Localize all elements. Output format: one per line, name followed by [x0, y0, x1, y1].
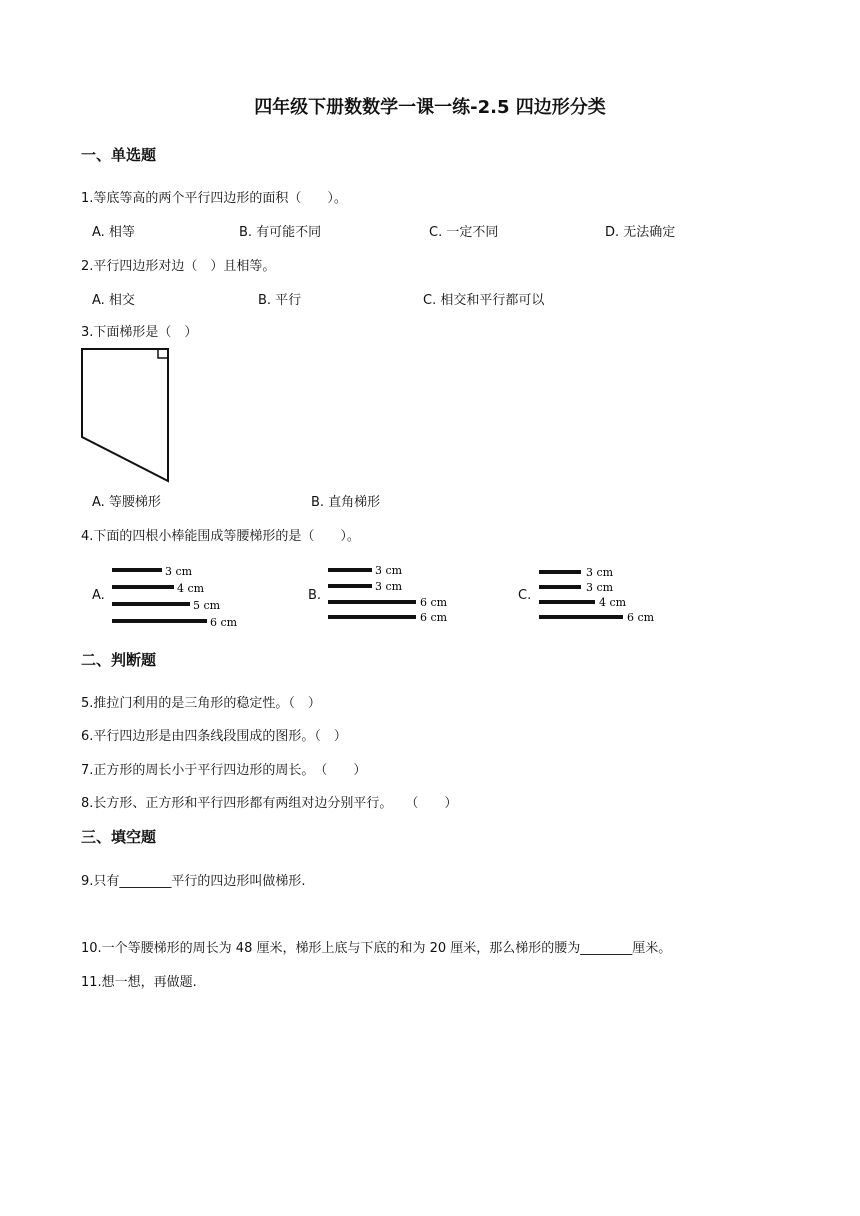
stick-label: 4 cm [599, 596, 627, 609]
stick-label: 4 cm [177, 582, 205, 595]
stick-label: 3 cm [375, 580, 403, 593]
stick-label: 3 cm [586, 581, 614, 594]
stick-label: 6 cm [420, 611, 448, 624]
q4-sticks-a [108, 560, 248, 630]
q1-option-d[interactable]: D. 无法确定 [605, 225, 676, 240]
page-title: 四年级下册数数学一课一练-2.5 四边形分类 [254, 97, 606, 118]
q3-option-a[interactable]: A. 等腰梯形 [92, 495, 161, 510]
q4-sticks-b [324, 560, 464, 630]
question-8: 8.长方形、正方形和平行四形都有两组对边分别平行。 （ ） [81, 796, 458, 811]
question-3-stem: 3.下面梯形是（ ） [81, 325, 198, 340]
stick-label: 3 cm [586, 566, 614, 579]
section-heading-fill-blank: 三、填空题 [81, 828, 157, 846]
question-2-stem: 2.平行四边形对边（ ）且相等。 [81, 259, 276, 274]
section-heading-single-choice: 一、单选题 [81, 146, 157, 164]
q1-option-a[interactable]: A. 相等 [92, 225, 135, 240]
q2-option-c[interactable]: C. 相交和平行都可以 [423, 293, 545, 308]
q4-option-a-letter[interactable]: A. [92, 588, 105, 603]
question-1-stem: 1.等底等高的两个平行四边形的面积（ ）。 [81, 191, 347, 206]
q4-sticks-c [535, 560, 675, 630]
q1-option-b[interactable]: B. 有可能不同 [239, 225, 322, 240]
stick-label: 6 cm [210, 616, 238, 629]
question-10: 10.一个等腰梯形的周长为 48 厘米，梯形上底与下底的和为 20 厘米，那么梯形的腰为________厘米。 [81, 941, 672, 956]
stick-label: 3 cm [375, 564, 403, 577]
q3-option-b[interactable]: B. 直角梯形 [311, 495, 381, 510]
stick-label: 5 cm [193, 599, 221, 612]
q2-option-b[interactable]: B. 平行 [258, 293, 302, 308]
q2-option-a[interactable]: A. 相交 [92, 293, 135, 308]
question-7: 7.正方形的周长小于平行四边形的周长。 （ ） [81, 763, 367, 778]
question-11: 11.想一想，再做题. [81, 975, 197, 990]
question-5: 5.推拉门利用的是三角形的稳定性。（ ） [81, 696, 321, 711]
stick-label: 6 cm [420, 596, 448, 609]
right-trapezoid-figure [79, 346, 173, 486]
q1-option-c[interactable]: C. 一定不同 [429, 225, 499, 240]
q4-option-c-letter[interactable]: C. [518, 588, 532, 603]
question-6: 6.平行四边形是由四条线段围成的图形。（ ） [81, 729, 347, 744]
stick-label: 3 cm [165, 565, 193, 578]
section-heading-true-false: 二、判断题 [81, 651, 157, 669]
question-9: 9.只有________平行的四边形叫做梯形. [81, 874, 306, 889]
question-4-stem: 4.下面的四根小棒能围成等腰梯形的是（ ）。 [81, 529, 360, 544]
stick-label: 6 cm [627, 611, 655, 624]
q4-option-b-letter[interactable]: B. [308, 588, 322, 603]
